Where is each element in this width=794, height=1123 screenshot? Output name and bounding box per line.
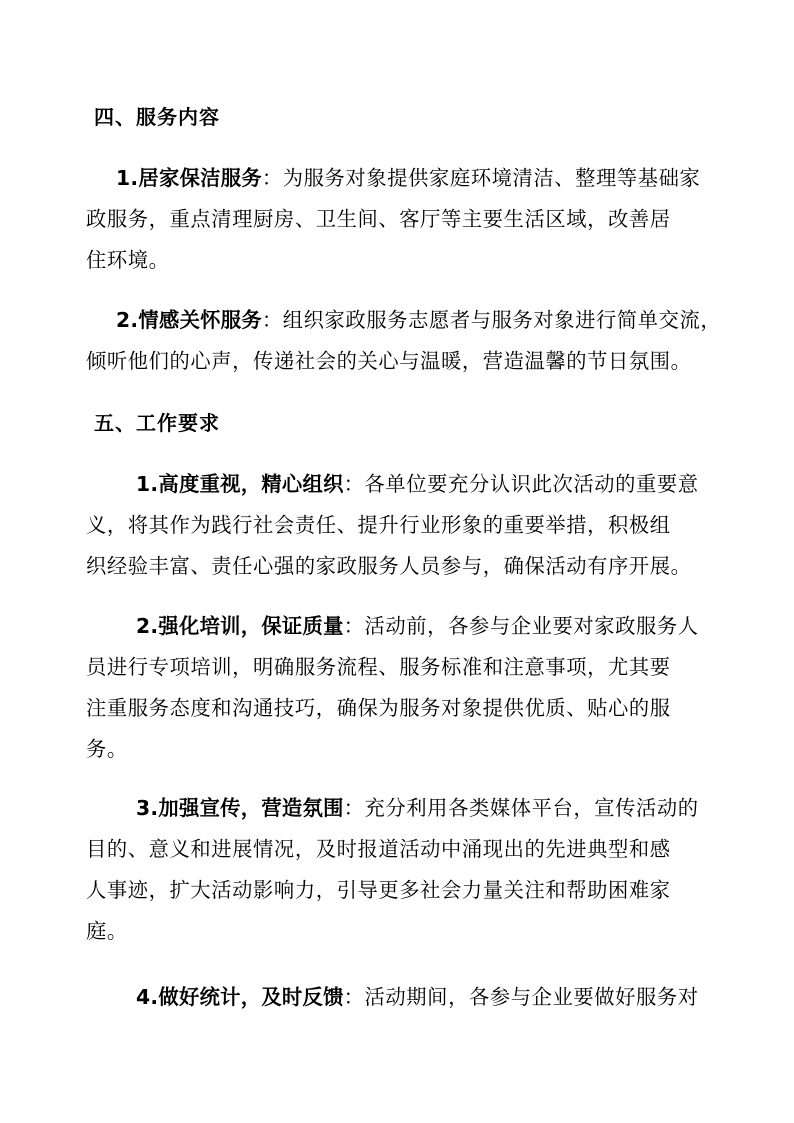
paragraph-text: ：组织家政服务志愿者与服务对象进行简单交流， — [261, 308, 722, 332]
paragraph-line: 员进行专项培训，明确服务流程、服务标准和注意事项，尤其要 — [86, 655, 671, 679]
paragraph-lead: 2.强化培训，保证质量 — [136, 614, 344, 638]
paragraph-lead: 4.做好统计，及时反馈 — [136, 985, 344, 1009]
paragraph-line — [86, 606, 711, 647]
paragraph-text: ：各单位要充分认识此次活动的重要意 — [343, 472, 699, 496]
paragraph-statistics-feedback — [86, 977, 711, 1018]
paragraph-lead: 3.加强宣传，营造氛围 — [136, 796, 344, 820]
paragraph-line — [86, 158, 711, 199]
paragraph-line: 织经验丰富、责任心强的家政服务人员参与，确保活动有序开展。 — [86, 554, 692, 578]
paragraph-emotional-care — [86, 300, 722, 382]
paragraph-line: 政服务，重点清理厨房、卫生间、客厅等主要生活区域，改善居 — [86, 207, 671, 231]
paragraph-lead: 2.情感关怀服务 — [116, 308, 262, 332]
paragraph-line: 住环境。 — [86, 248, 170, 272]
paragraph-text: ：活动期间，各参与企业要做好服务对 — [343, 985, 699, 1009]
paragraph-line: 义，将其作为践行社会责任、提升行业形象的重要举措，积极组 — [86, 513, 671, 537]
paragraph-line: 注重服务态度和沟通技巧，确保为服务对象提供优质、贴心的服 — [86, 696, 671, 720]
paragraph-text: ：活动前，各参与企业要对家政服务人 — [343, 614, 699, 638]
paragraph-line — [86, 788, 711, 829]
paragraph-attention-organization — [86, 464, 711, 587]
paragraph-text: ：为服务对象提供家庭环境清洁、整理等基础家 — [261, 166, 701, 190]
paragraph-line: 庭。 — [86, 919, 128, 943]
paragraph-publicity — [86, 788, 711, 952]
section-heading-work-requirements: 五、工作要求 — [94, 411, 220, 435]
section-heading-service-content: 四、服务内容 — [94, 105, 220, 129]
paragraph-line: 人事迹，扩大活动影响力，引导更多社会力量关注和帮助困难家 — [86, 878, 671, 902]
paragraph-line: 倾听他们的心声，传递社会的关心与温暖，营造温馨的节日氛围。 — [86, 349, 692, 373]
paragraph-line — [86, 300, 722, 341]
paragraph-training-quality — [86, 606, 711, 770]
paragraph-lead: 1.高度重视，精心组织 — [136, 472, 344, 496]
paragraph-home-cleaning — [86, 158, 711, 281]
paragraph-lead: 1.居家保洁服务 — [116, 166, 262, 190]
paragraph-line: 目的、意义和进展情况，及时报道活动中涌现出的先进典型和感 — [86, 837, 671, 861]
paragraph-line — [86, 464, 711, 505]
paragraph-line: 务。 — [86, 737, 128, 761]
paragraph-line — [86, 977, 711, 1018]
paragraph-text: ：充分利用各类媒体平台，宣传活动的 — [343, 796, 699, 820]
